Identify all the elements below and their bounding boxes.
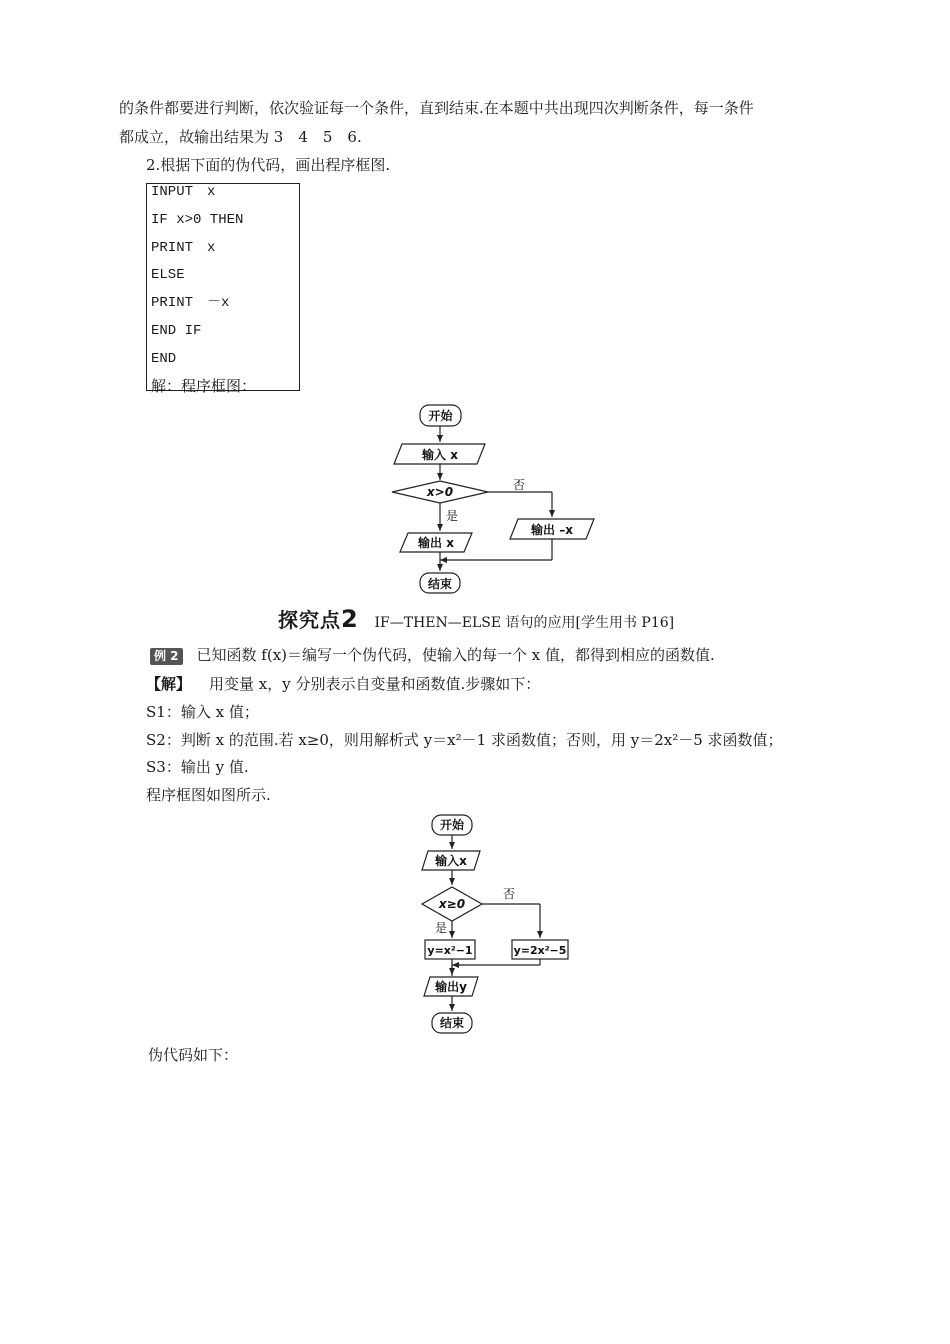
- step-s1: S1：输入 x 值；: [146, 703, 259, 721]
- fc2-start-label: 开始: [439, 818, 465, 832]
- fc1-input-label: 输入 x: [422, 448, 458, 462]
- fc1-start-label: 开始: [428, 409, 453, 423]
- fc1-no-label: 否: [513, 478, 526, 492]
- flowchart-1: [380, 400, 620, 596]
- fc2-cond-label: x≥0: [438, 897, 466, 911]
- example-2: [150, 645, 715, 665]
- code-line-1: INPUT x: [151, 184, 216, 200]
- flowchart-2: [405, 808, 585, 1038]
- step-s3: S3：输出 y 值.: [146, 758, 249, 776]
- fc2-calc-no-label: y=2x²−5: [513, 944, 567, 957]
- fc2-input-label: 输入x: [435, 854, 467, 868]
- code-line-4: ELSE: [151, 267, 185, 283]
- fc2-end-label: 结束: [439, 1016, 465, 1030]
- solution-intro: 用变量 x，y 分别表示自变量和函数值.步骤如下：: [209, 675, 541, 693]
- code-line-2: IF x>0 THEN: [151, 212, 244, 228]
- solution-label: 【解】: [146, 675, 192, 693]
- section-number: 2: [341, 605, 358, 633]
- solution-intro-line: [146, 674, 540, 694]
- fc2-output-label: 输出y: [435, 980, 467, 994]
- code-line-7: END: [151, 351, 177, 367]
- intro-line-2: 都成立，故输出结果为 3 4 5 6.: [119, 128, 362, 146]
- code-line-6: END IF: [151, 323, 202, 339]
- fc1-cond-label: x>0: [426, 485, 454, 499]
- example-badge: 例 2: [150, 648, 183, 665]
- intro-line-1: 的条件都要进行判断，依次验证每一个条件，直到结束.在本题中共出现四次判断条件，每一条件: [119, 99, 754, 117]
- fc1-end-label: 结束: [427, 577, 453, 591]
- fc1-yes-label: 是: [446, 509, 459, 523]
- fc1-out-no-label: 输出 –x: [531, 523, 573, 537]
- problem-2-title: 2.根据下面的伪代码，画出程序框图.: [146, 156, 391, 174]
- section-prefix: 探究点: [278, 608, 341, 632]
- fc2-no-label: 否: [503, 887, 516, 901]
- code-line-3: PRINT x: [151, 240, 216, 256]
- figure-note: 程序框图如图所示.: [146, 786, 271, 804]
- fc1-out-yes-label: 输出 x: [418, 536, 454, 550]
- section-title: IF—THEN—ELSE 语句的应用[学生用书 P16]: [374, 615, 675, 631]
- pseudocode-heading: 伪代码如下：: [148, 1046, 239, 1064]
- answer-label: 解：程序框图：: [151, 377, 257, 395]
- example-text: 已知函数 f(x)＝编写一个伪代码，使输入的每一个 x 值，都得到相应的函数值.: [196, 646, 715, 664]
- fc2-calc-yes-label: y=x²−1: [427, 944, 473, 957]
- code-line-5: PRINT －x: [151, 295, 230, 311]
- fc2-yes-label: 是: [435, 921, 448, 935]
- step-s2: S2：判断 x 的范围.若 x≥0，则用解析式 y＝x²－1 求函数值；否则，用 y＝2x²－5 求函数值；: [146, 731, 783, 749]
- section-heading: [278, 604, 674, 638]
